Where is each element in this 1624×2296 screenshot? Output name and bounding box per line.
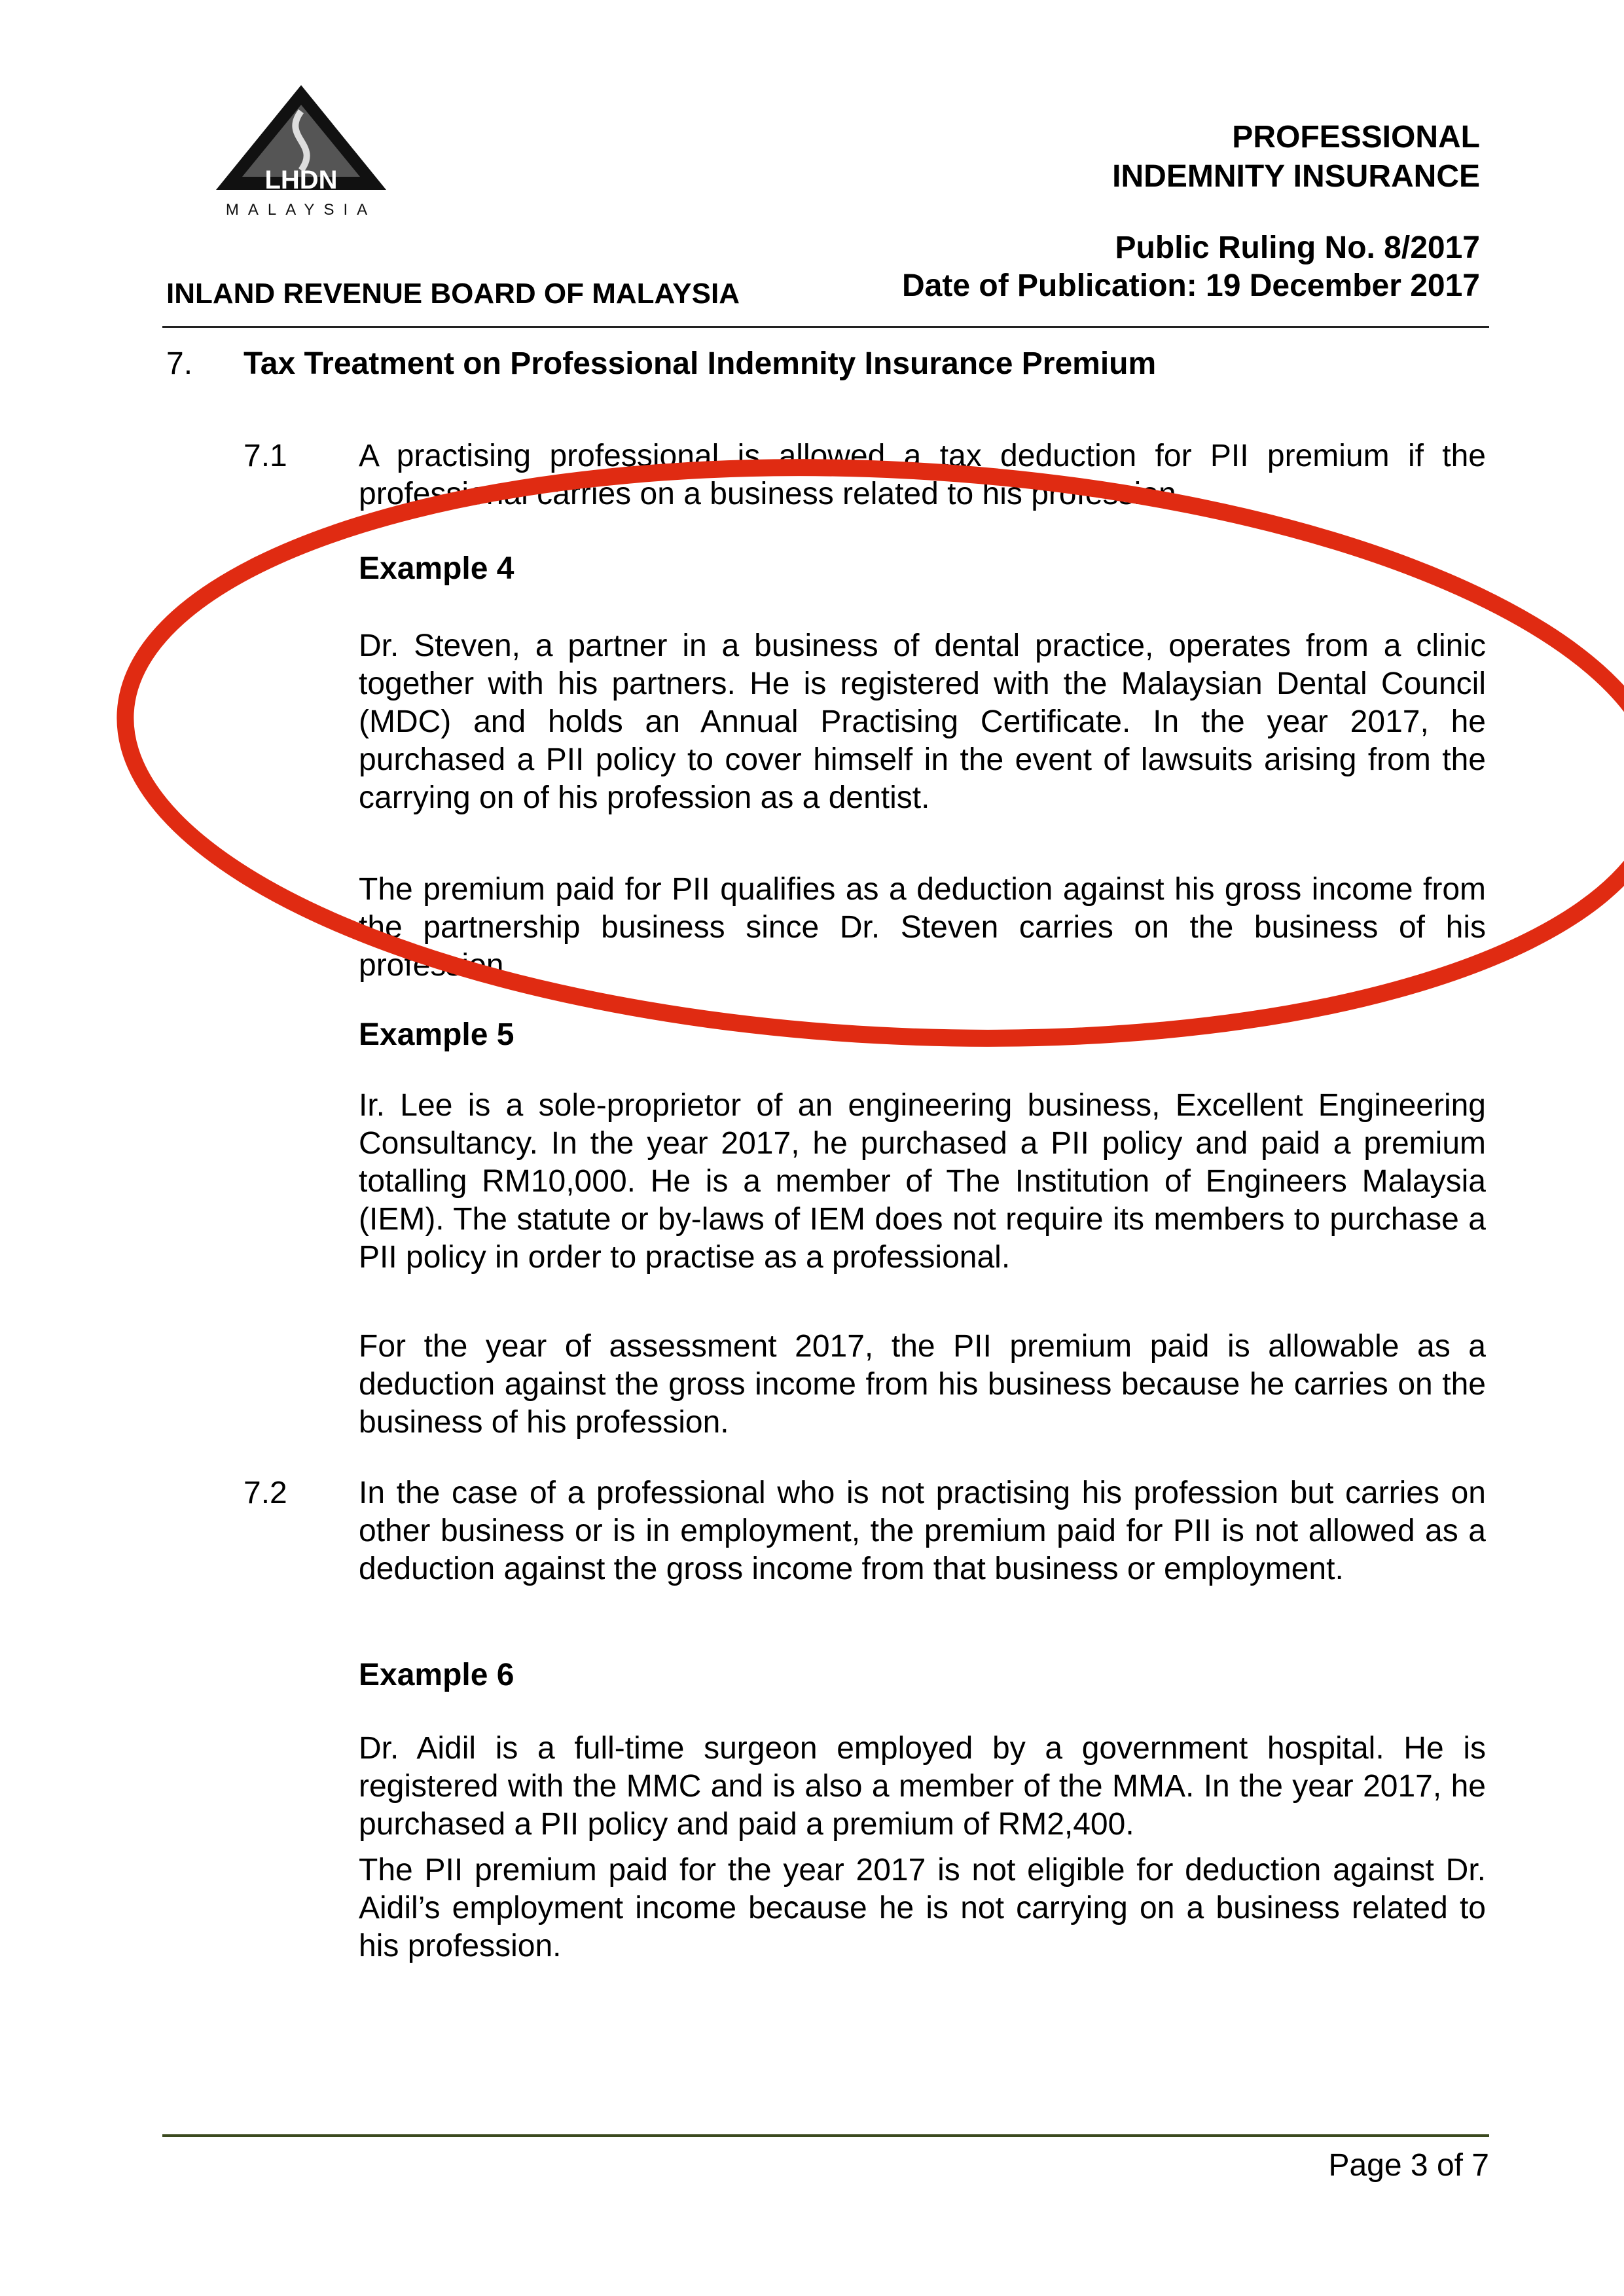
lhdn-logo-icon [203,79,399,223]
example-conclusion: For the year of assessment 2017, the PII premium paid is allowable as a deduction against the gross income from his business because he carries on the business of his profession. [359,1329,1486,1440]
title-line-1: PROFESSIONAL [1232,120,1480,155]
example-body: Dr. Steven, a partner in a business of dental practice, operates from a clinic together with his partners. He is registered with the Malaysian Dental Council (MDC) and holds an Annual Practising Certificate. In the year 2017, he purchased a PII policy to cover himself in the event of lawsuits arising from the carrying on of his profession as a dentist. [359,629,1486,815]
paragraph-number: 7.2 [244,1476,287,1510]
ruling-number: Public Ruling No. 8/2017 [1115,230,1480,265]
lhdn-logo [203,79,399,223]
footer-divider [162,2134,1489,2137]
publication-date: Date of Publication: 19 December 2017 [902,268,1480,303]
example-heading: Example 6 [359,1658,514,1692]
example-conclusion: The PII premium paid for the year 2017 is not eligible for deduction against Dr. Aidil’s employment income because he is not carrying on a business related to his profession. [359,1853,1486,1963]
logo-subtext: MALAYSIA [225,201,377,219]
example-heading: Example 4 [359,551,514,586]
header-divider [162,326,1489,328]
document-title [1112,118,1480,196]
section-title: Tax Treatment on Professional Indemnity Insurance Premium [244,346,1157,381]
page-number: Page 3 of 7 [1328,2148,1489,2183]
paragraph-text: A practising professional is allowed a tax deduction for PII premium if the professional carries on a business related to his profession. [359,439,1486,511]
logo-text: LHDN [264,166,338,194]
paragraph-number: 7.1 [244,439,287,473]
organization-name: INLAND REVENUE BOARD OF MALAYSIA [166,278,740,310]
ruling-info [902,229,1480,305]
example-body: Ir. Lee is a sole-proprietor of an engineering business, Excellent Engineering Consultancy. In the year 2017, he purchased a PII policy and paid a premium totalling RM10,000. He is a member of The Institution of Engineers Malaysia (IEM). The statute or by-laws of IEM does not require its members to purchase a PII policy in order to practise as a professional. [359,1088,1486,1275]
section-number: 7. [166,346,193,381]
title-line-2: INDEMNITY INSURANCE [1112,159,1480,194]
example-body: Dr. Aidil is a full-time surgeon employed by a government hospital. He is registered with the MMC and is also a member of the MMA. In the year 2017, he purchased a PII policy and paid a premium of RM2,400. [359,1731,1486,1842]
paragraph-text: In the case of a professional who is not practising his profession but carries on other business or is in employment, the premium paid for PII is not allowed as a deduction against the gross income from that business or employment. [359,1476,1486,1586]
example-conclusion: The premium paid for PII qualifies as a deduction against his gross income from the partnership business since Dr. Steven carries on the business of his profession. [359,872,1486,983]
example-heading: Example 5 [359,1017,514,1052]
